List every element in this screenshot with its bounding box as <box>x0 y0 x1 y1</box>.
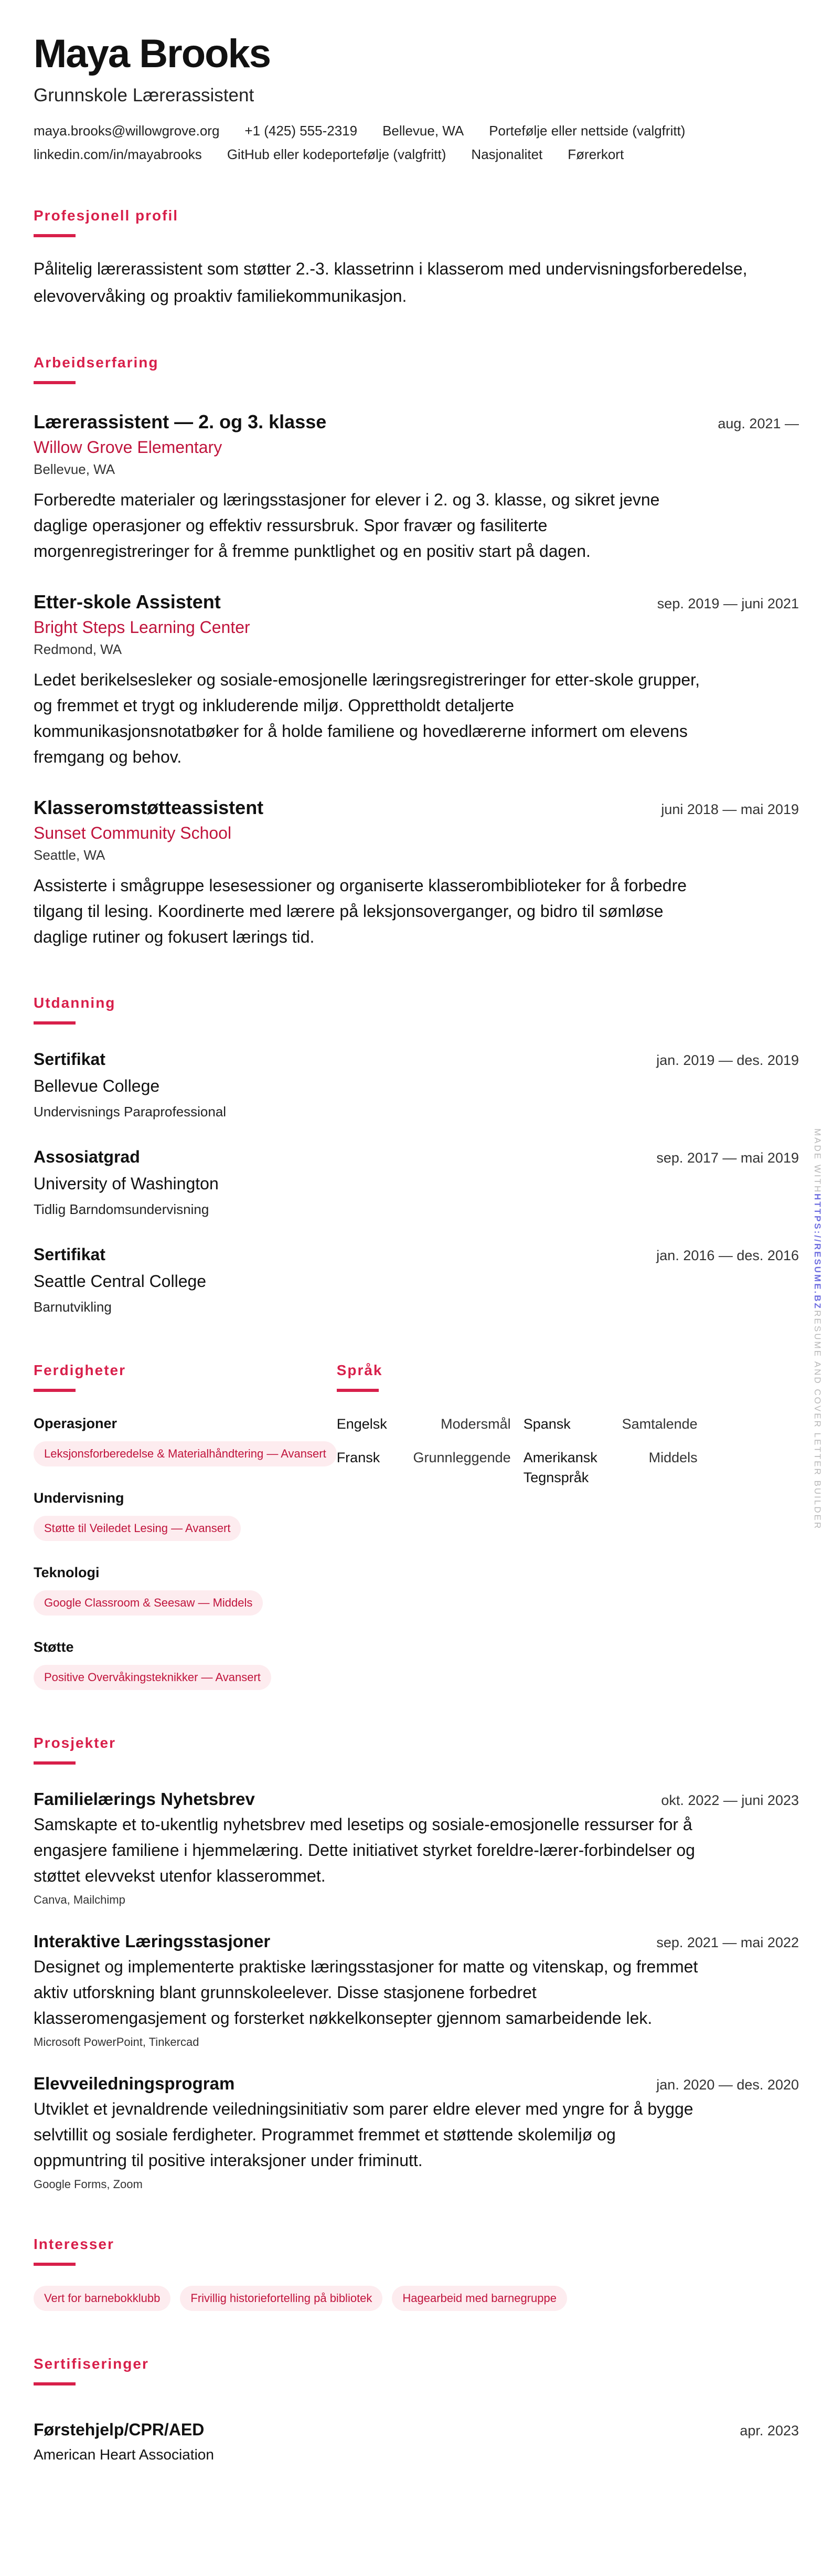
education-entry <box>34 1242 799 1317</box>
education-entry <box>34 1047 799 1122</box>
job-date: juni 2018 — mai 2019 <box>661 801 799 817</box>
contact-linkedin[interactable]: linkedin.com/in/mayabrooks <box>34 146 202 162</box>
section-divider <box>337 1389 379 1392</box>
watermark-link[interactable]: HTTPS://RESUME.BZ <box>813 1194 823 1311</box>
candidate-title: Grunnskole Lærerassistent <box>34 85 254 105</box>
skill-chip: Leksjonsforberedelse & Materialhåndtering — Avansert <box>34 1441 337 1466</box>
contact-location: Bellevue, WA <box>382 123 464 139</box>
skill-chip: Google Classroom & Seesaw — Middels <box>34 1590 263 1616</box>
watermark-suffix: RESUME AND COVER LETTER BUILDER <box>813 1310 823 1530</box>
profile-section <box>34 207 799 310</box>
interest-chip: Frivillig historiefortelling på bibliotek <box>180 2286 382 2311</box>
degree: Assosiatgrad <box>34 1147 140 1166</box>
project-name: Interaktive Læringsstasjoner <box>34 1931 271 1951</box>
section-title: Prosjekter <box>34 1735 116 1751</box>
skill-group-name: Teknologi <box>34 1565 100 1580</box>
job-role: Klasseromstøtteassistent <box>34 797 264 818</box>
job-company: Bright Steps Learning Center <box>34 618 250 637</box>
contact-license: Førerkort <box>568 146 624 162</box>
contact-phone[interactable]: +1 (425) 555-2319 <box>244 123 358 139</box>
job-description: Forberedte materialer og læringsstasjoner for elever i 2. og 3. klasse, og sikret jevne daglige operasjoner og effektiv ressursbruk. Spor fravær og fasiliterte morgenregistreringer for å fremme punktlighet og en positiv start på dagen. <box>34 490 660 561</box>
project-entry <box>34 1788 799 1907</box>
experience-section <box>34 354 799 950</box>
project-entry <box>34 1930 799 2049</box>
job-description: Ledet berikelsesleker og sosiale-emosjonelle læringsregistreringer for etter-skole grupper, og fremmet et trygt og inkluderende miljø. Opprettholdt detaljerte kommunikasjonsnotatbøker for å holde familiene og hovedlærerne informert om elevens fremgang og behov. <box>34 670 700 766</box>
certification-entry <box>34 2417 799 2463</box>
interest-chip: Vert for barnebokklubb <box>34 2286 170 2311</box>
certification-issuer: American Heart Association <box>34 2446 214 2463</box>
interest-chip: Hagearbeid med barnegruppe <box>392 2286 567 2311</box>
job-location: Redmond, WA <box>34 641 122 657</box>
section-title: Arbeidserfaring <box>34 354 159 371</box>
language-name: Spansk <box>523 1416 571 1432</box>
resume-header <box>34 30 799 163</box>
language-name: Amerikansk Tegnspråk <box>523 1450 597 1485</box>
skill-group-name: Støtte <box>34 1639 74 1655</box>
project-tools: Microsoft PowerPoint, Tinkercad <box>34 2035 199 2049</box>
section-divider <box>34 2263 76 2266</box>
project-name: Familielærings Nyhetsbrev <box>34 1789 255 1809</box>
job-entry <box>34 589 799 770</box>
candidate-name: Maya Brooks <box>34 31 271 76</box>
education-date: jan. 2016 — des. 2016 <box>656 1248 799 1263</box>
section-divider <box>34 1389 76 1392</box>
contact-list <box>34 123 789 163</box>
section-divider <box>34 1761 76 1765</box>
section-divider <box>34 234 76 237</box>
language-level: Samtalende <box>622 1416 698 1432</box>
job-date: aug. 2021 — <box>718 416 799 431</box>
school: University of Washington <box>34 1174 219 1193</box>
language-level: Grunnleggende <box>413 1450 511 1465</box>
job-entry <box>34 795 799 950</box>
certification-name: Førstehjelp/CPR/AED <box>34 2420 205 2439</box>
project-tools: Canva, Mailchimp <box>34 1893 125 1906</box>
field-of-study: Undervisnings Paraprofessional <box>34 1104 227 1120</box>
project-date: sep. 2021 — mai 2022 <box>656 1935 799 1950</box>
education-date: jan. 2019 — des. 2019 <box>656 1052 799 1068</box>
skill-group-name: Operasjoner <box>34 1416 118 1431</box>
project-name: Elevveiledningsprogram <box>34 2074 235 2093</box>
degree: Sertifikat <box>34 1245 105 1264</box>
job-location: Bellevue, WA <box>34 461 115 477</box>
section-divider <box>34 2382 76 2385</box>
school: Seattle Central College <box>34 1272 207 1291</box>
language-level: Middels <box>648 1450 698 1465</box>
language-item <box>524 1448 698 1487</box>
section-title: Språk <box>336 1362 383 1378</box>
job-entry <box>34 409 799 564</box>
field-of-study: Barnutvikling <box>34 1299 112 1315</box>
skill-chip: Positive Overvåkingsteknikker — Avansert <box>34 1665 271 1690</box>
education-date: sep. 2017 — mai 2019 <box>656 1150 799 1166</box>
project-description: Samskapte et to-ukentlig nyhetsbrev med lesetips og sosiale-emosjonelle ressurser for å engasjere familiene i hjemmelæring. Dette initiativet styrket foreldre-lærer-forbindelser og støttet elevvekst utenfor klasserommet. <box>34 1815 695 1885</box>
job-company: Willow Grove Elementary <box>34 438 222 457</box>
section-divider <box>34 1021 76 1025</box>
certifications-section <box>34 2355 799 2463</box>
contact-email[interactable]: maya.brooks@willowgrove.org <box>34 123 220 139</box>
project-date: jan. 2020 — des. 2020 <box>656 2077 799 2093</box>
contact-nationality: Nasjonalitet <box>471 146 543 162</box>
interests-section <box>34 2235 799 2311</box>
profile-text: Pålitelig lærerassistent som støtter 2.-3. klassetrinn i klasserom med undervisningsforberedelse, elevovervåking og proaktiv familiekommunikasjon. <box>34 259 747 305</box>
job-description: Assisterte i smågruppe lesesessioner og organiserte klasserombiblioteker for å forbedre tilgang til lesing. Koordinerte med lærere på leksjonsoverganger, og bidro til sømløse daglige rutiner og fokusert lærings tid. <box>34 876 687 946</box>
skills-section <box>34 1361 337 1690</box>
language-item <box>524 1414 698 1434</box>
projects-section <box>34 1734 799 2191</box>
project-entry <box>34 2072 799 2191</box>
languages-section <box>337 1361 698 1690</box>
language-name: Fransk <box>336 1450 380 1465</box>
skill-chip: Støtte til Veiledet Lesing — Avansert <box>34 1516 241 1541</box>
language-name: Engelsk <box>336 1416 387 1432</box>
education-entry <box>34 1144 799 1220</box>
school: Bellevue College <box>34 1076 160 1095</box>
job-role: Lærerassistent — 2. og 3. klasse <box>34 411 327 432</box>
project-date: okt. 2022 — juni 2023 <box>661 1792 799 1808</box>
section-title: Interesser <box>34 2236 114 2252</box>
section-title: Ferdigheter <box>34 1362 126 1378</box>
watermark-prefix: MADE WITH <box>813 1128 823 1194</box>
language-item <box>337 1414 511 1434</box>
skills-languages-row <box>34 1361 799 1690</box>
job-location: Seattle, WA <box>34 847 105 863</box>
project-description: Designet og implementerte praktiske læringsstasjoner for matte og vitenskap, og fremmet aktiv utforskning blant grunnskoleelever. Disse stasjonene forbedret klasseromengasjement og forsterket nøkkelkonsepter gjennom samarbeidende lek. <box>34 1957 698 2028</box>
job-company: Sunset Community School <box>34 824 232 842</box>
section-title: Sertifiseringer <box>34 2356 149 2372</box>
field-of-study: Tidlig Barndomsundervisning <box>34 1201 209 1217</box>
section-title: Profesjonell profil <box>34 207 179 224</box>
contact-github[interactable]: GitHub eller kodeportefølje (valgfritt) <box>227 146 446 162</box>
watermark <box>812 1128 823 1530</box>
interest-list <box>34 2286 799 2311</box>
certification-date: apr. 2023 <box>740 2423 799 2438</box>
project-tools: Google Forms, Zoom <box>34 2178 143 2191</box>
section-title: Utdanning <box>34 995 116 1011</box>
project-description: Utviklet et jevnaldrende veiledningsinitiativ som parer eldre elever med yngre for å bygge selvtillit og sosiale ferdigheter. Programmet fremmet et støttende skolemiljø og oppmuntring til positive interaksjoner under friminutt. <box>34 2099 693 2170</box>
job-role: Etter-skole Assistent <box>34 591 221 613</box>
skill-group-name: Undervisning <box>34 1490 124 1506</box>
contact-portfolio[interactable]: Portefølje eller nettside (valgfritt) <box>489 123 686 139</box>
job-date: sep. 2019 — juni 2021 <box>657 596 799 611</box>
education-section <box>34 994 799 1317</box>
language-list <box>337 1414 698 1487</box>
degree: Sertifikat <box>34 1050 105 1069</box>
language-item <box>337 1448 511 1487</box>
section-divider <box>34 381 76 384</box>
language-level: Modersmål <box>441 1416 511 1432</box>
